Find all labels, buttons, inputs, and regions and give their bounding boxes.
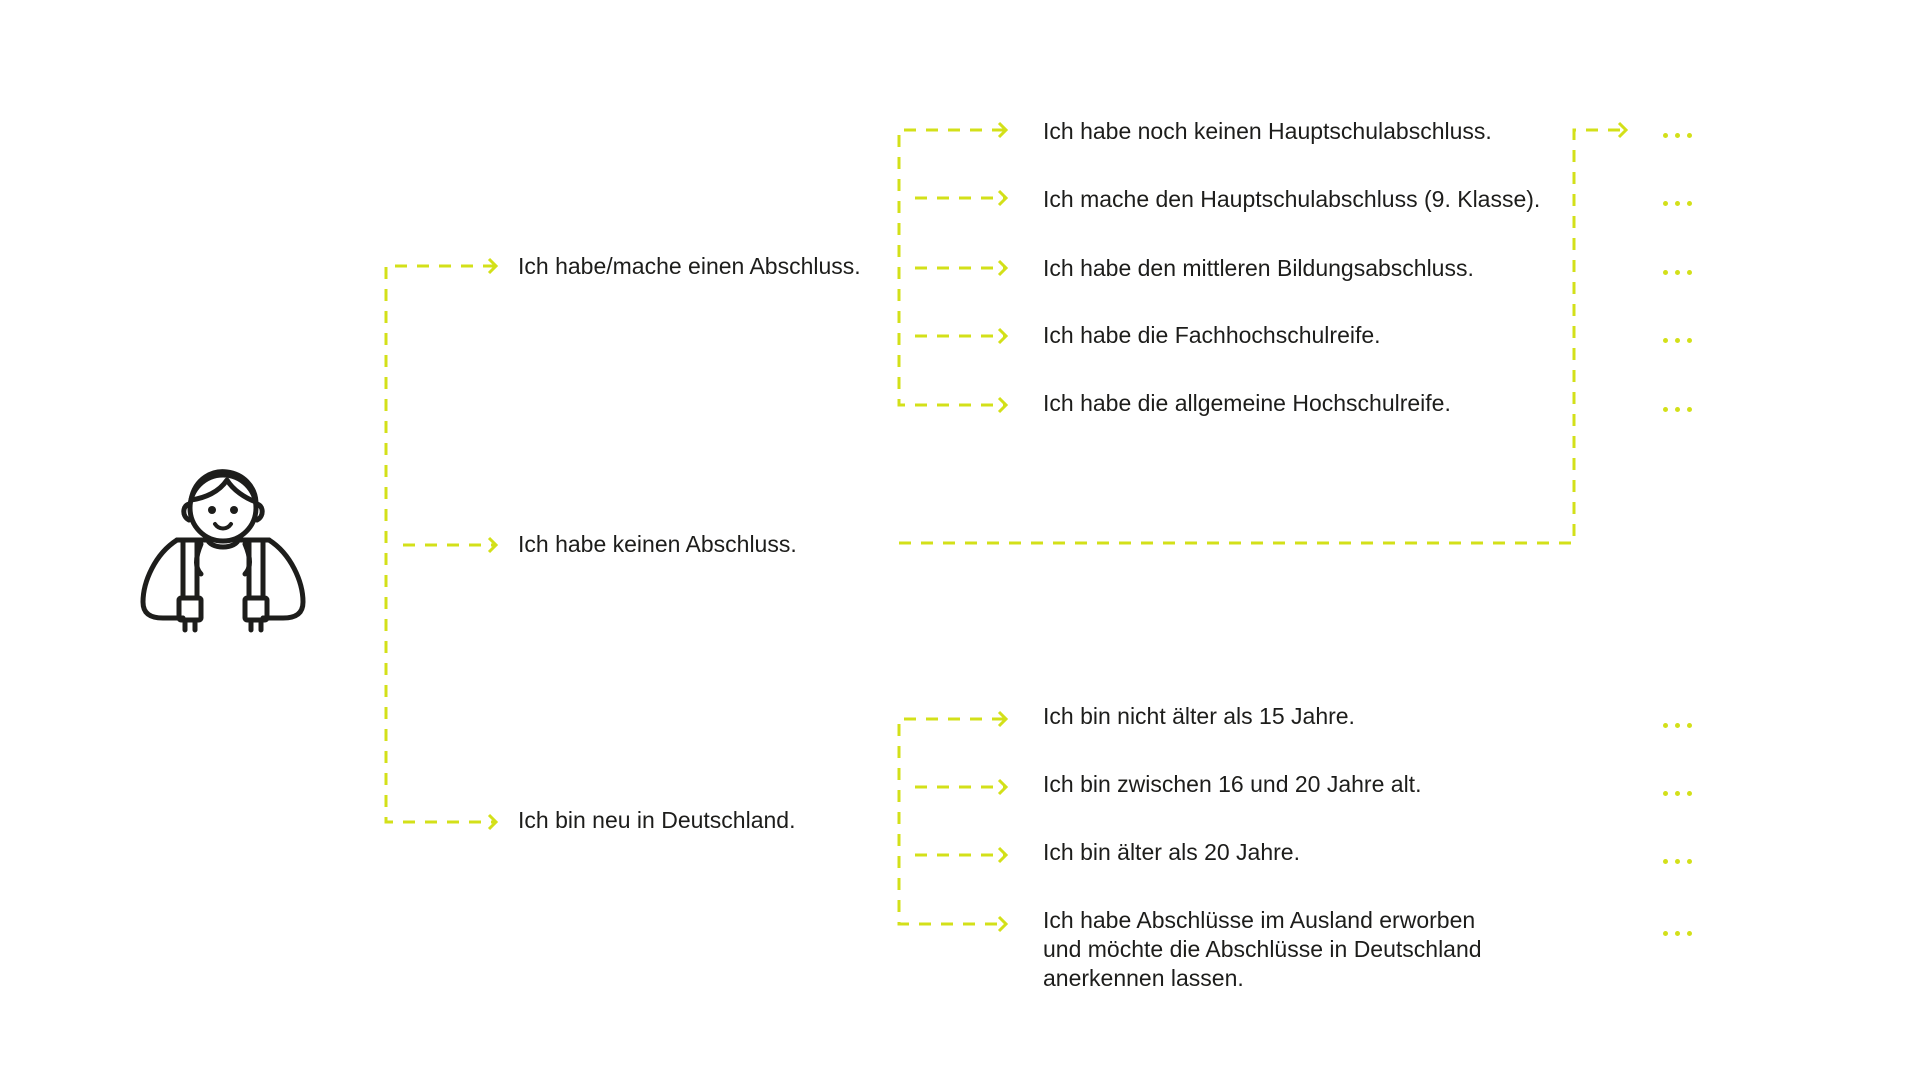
ellipsis-dot [1675,791,1680,796]
ellipsis-dot [1663,791,1668,796]
option-neu-in-deutschland[interactable]: Ich bin neu in Deutschland. [518,807,796,833]
ellipsis-dot [1687,723,1692,728]
option-fachhochschulreife[interactable]: Ich habe die Fachhochschulreife. [1043,322,1381,348]
more-ellipsis-icon[interactable] [1663,407,1703,417]
ellipsis-dot [1687,270,1692,275]
arrow-head [999,191,1006,205]
ellipsis-dot [1663,859,1668,864]
ellipsis-dot [1687,338,1692,343]
ellipsis-dot [1663,270,1668,275]
option-kein-hauptschulabschluss[interactable]: Ich habe noch keinen Hauptschulabschluss. [1043,118,1492,144]
ellipsis-dot [1663,931,1668,936]
ellipsis-dot [1675,859,1680,864]
ellipsis-dot [1675,270,1680,275]
arrow-head [999,917,1006,931]
more-ellipsis-icon[interactable] [1663,270,1703,280]
option-allgemeine-hochschulreife[interactable]: Ich habe die allgemeine Hochschulreife. [1043,390,1451,416]
ellipsis-dot [1687,133,1692,138]
arrow-head [999,329,1006,343]
option-kein-abschluss[interactable]: Ich habe keinen Abschluss. [518,531,797,557]
option-mittlerer-bildungsabschluss[interactable]: Ich habe den mittleren Bildungsabschluss. [1043,255,1474,281]
option-mache-hauptschulabschluss[interactable]: Ich mache den Hauptschulabschluss (9. Klasse). [1043,186,1541,212]
arrow-head [999,848,1006,862]
option-nicht-aelter-15[interactable]: Ich bin nicht älter als 15 Jahre. [1043,703,1355,729]
ellipsis-dot [1663,133,1668,138]
ellipsis-dot [1663,201,1668,206]
connector-neu-bracket [899,719,1004,924]
more-ellipsis-icon[interactable] [1663,338,1703,348]
arrow-head [999,398,1006,412]
arrow-head [1619,123,1626,137]
more-ellipsis-icon[interactable] [1663,201,1703,211]
arrow-head [999,780,1006,794]
option-abschluss[interactable]: Ich habe/mache einen Abschluss. [518,253,861,279]
ellipsis-dot [1675,931,1680,936]
more-ellipsis-icon[interactable] [1663,133,1703,143]
option-aelter-20[interactable]: Ich bin älter als 20 Jahre. [1043,839,1300,865]
ellipsis-dot [1687,791,1692,796]
ellipsis-dot [1663,338,1668,343]
ellipsis-dot [1687,931,1692,936]
ellipsis-dot [1687,201,1692,206]
ellipsis-dot [1675,201,1680,206]
student-person-icon [135,458,315,638]
option-abschluesse-ausland[interactable]: Ich habe Abschlüsse im Ausland erworben und möchte die Abschlüsse in Deutschland anerkennen lassen. [1043,907,1482,991]
ellipsis-dot [1687,407,1692,412]
ellipsis-dot [1663,407,1668,412]
ellipsis-dot [1687,859,1692,864]
more-ellipsis-icon[interactable] [1663,723,1703,733]
more-ellipsis-icon[interactable] [1663,931,1703,941]
option-16-bis-20[interactable]: Ich bin zwischen 16 und 20 Jahre alt. [1043,771,1422,797]
ellipsis-dot [1675,723,1680,728]
arrow-head [999,261,1006,275]
more-ellipsis-icon[interactable] [1663,791,1703,801]
ellipsis-dot [1663,723,1668,728]
ellipsis-dot [1675,133,1680,138]
ellipsis-dot [1675,407,1680,412]
ellipsis-dot [1675,338,1680,343]
more-ellipsis-icon[interactable] [1663,859,1703,869]
